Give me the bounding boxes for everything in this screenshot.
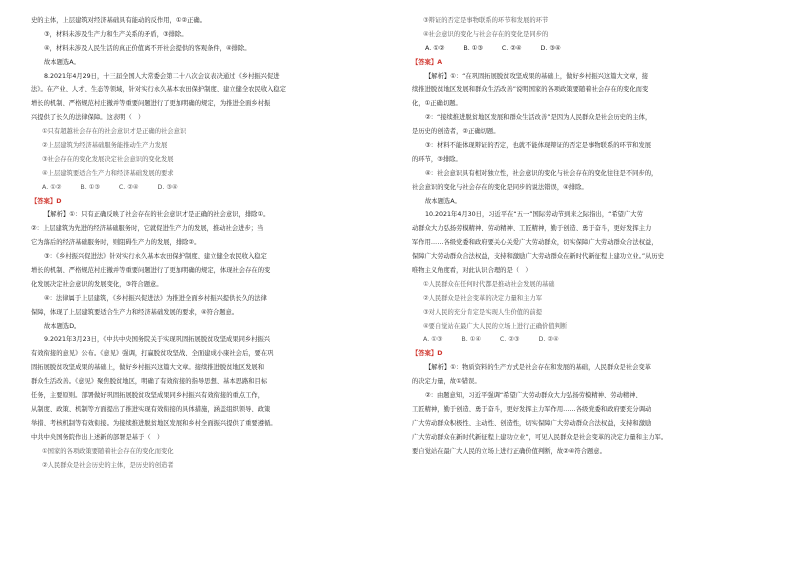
text-line: 【解析】①：只有正确反映了社会存在的社会意识才是正确的社会意识，排除①。: [44, 211, 270, 219]
option-line: ①只有超越社会存在的社会意识才是正确的社会意识: [42, 128, 187, 136]
text-line: 的决定力量，故①错误。: [412, 378, 481, 386]
option-line: A. ①② B. ①③ C. ②④ D. ③④: [42, 183, 178, 191]
text-line: ③，材料未涉及生产力和生产关系的矛盾，③排除。: [44, 30, 188, 38]
left-column: [31, 14, 383, 472]
text-line: 军作用……各级党委和政府要关心关爱广大劳动群众，切实保障广大劳动群众合法权益，: [412, 239, 658, 247]
text-line: 化发展决定社会意识的发展变化，③符合题意。: [31, 280, 163, 288]
text-line: 保障，体现了上层建筑要适合生产力和经济基础发展的要求，④符合题意。: [31, 308, 239, 316]
text-line: 从制度、政策、机制等方面提出了推进实现有效衔接的具体措施，涵盖组织领导、政策: [31, 405, 271, 413]
text-line: ③：材料不能体现辩证的否定，也就不能体现辩证的否定是事物联系的环节和发展: [425, 142, 652, 150]
text-line: 它为落后的经济基础服务时，则阻碍生产力的发展，排除②。: [31, 239, 201, 247]
text-line: 要自觉站在最广大人民的立场上进行正确价值判断，故②④符合题意。: [412, 447, 606, 455]
option-line: ②人民群众是社会变革的决定力量和主力军: [423, 294, 542, 302]
text-line: 保障广大劳动群众合法权益，支持和激励广大劳动群众在新时代新征程上建功立业。”从历史: [412, 253, 664, 261]
text-line: 故本题选D。: [44, 322, 81, 330]
option-line: ③对人民的充分肯定是实现人生价值的前提: [423, 308, 542, 316]
text-line: 固拓展脱贫攻坚成果的基础上，做好乡村振兴这篇大文章。接续推进脱贫地区发展和: [31, 364, 264, 372]
text-line: 9.2021年3月23日，《中共中央国务院关于实现巩固拓展脱贫攻坚成果同乡村振兴: [44, 336, 271, 344]
text-line: 【解析】①：物质资料的生产方式是社会存在和发展的基础，人民群众是社会变革: [425, 364, 652, 372]
text-line: 化，①正确切题。: [412, 100, 462, 108]
option-line: ③社会存在的变化发展决定社会意识的变化发展: [42, 155, 174, 163]
text-line: 是历史的创造者，②正确切题。: [412, 128, 500, 136]
text-line: 动群众大力弘扬劳模精神、劳动精神、工匠精神，勤于创造、勇于奋斗，更好发挥主力: [412, 225, 652, 233]
text-line: 【解析】①：“在巩固拓展脱贫攻坚成果的基础上，做好乡村振兴这篇大文章，接: [425, 72, 649, 80]
text-line: 增长的机制、严格规范村庄撤并等重要问题进行了更加明确的规定，体现社会存在的变: [31, 267, 271, 275]
text-line: 群众生活改善。《意见》聚焦脱贫地区，明确了有效衔接的指导思想、基本思路和目标: [31, 378, 268, 386]
option-line: ②上层建筑为经济基础服务能推动生产力发展: [42, 142, 168, 150]
text-line: ④，材料未涉及人民生活的真正价值离不开社会提供的客观条件，④排除。: [44, 44, 251, 52]
text-line: A. ①② B. ①③ C. ②④ D. ③④: [425, 44, 561, 52]
text-line: 续推进脱贫地区发展和群众生活改善”说明国家的各项政策要随着社会存在的变化而变: [412, 86, 649, 94]
text-line: ②：“接续推进脱贫地区发展和群众生活改善”是因为人民群众是社会历史的主体，: [425, 114, 652, 122]
text-line: ②：上层建筑为先进的经济基础服务时，它就促进生产力的发展，推动社会进步；当: [31, 225, 264, 233]
text-line: 故本题选A。: [44, 58, 80, 66]
answer-line: 【答案】A: [412, 58, 443, 66]
text-line: 增长的机制、严格规范村庄撤并等重要问题进行了更加明确的规定，为推进全面乡村振: [31, 100, 271, 108]
option-line: ②人民群众是社会历史的主体，是历史的创造者: [42, 461, 174, 469]
text-line: ④：法律属于上层建筑，《乡村振兴促进法》为推进全面乡村振兴提供长久的法律: [44, 294, 267, 302]
answer-line: 【答案】D: [412, 350, 443, 358]
text-line: 举措、考核机制等有效衔接。为接续推进脱贫地区发展和乡村全面振兴提供了重要遵循。: [31, 419, 277, 427]
text-line: 的环节，③排除。: [412, 155, 462, 163]
text-line: 兴提供了长久的法律保障。这表明（ ）: [31, 114, 145, 122]
right-column: [412, 14, 766, 459]
text-line: 广大劳动群众在新时代新征程上建功立业”，可见人民群众是社会变革的决定力量和主力军。: [412, 433, 668, 441]
text-line: 史的主体，上层建筑对经济基础具有能动的反作用，①②正确。: [31, 17, 207, 24]
text-line: 10.2021年4月30日，习近平在“五一”国际劳动节到来之际指出，“希望广大劳: [425, 211, 643, 219]
text-line: 中共中央国务院作出上述新的部署是基于（ ）: [31, 433, 164, 441]
answer-line: 【答案】D: [31, 197, 62, 205]
option-line: ④要自觉站在最广大人民的立场上进行正确价值判断: [423, 322, 568, 330]
option-line: A. ①③ B. ①④ C. ②③ D. ②④: [423, 336, 559, 344]
option-line: ①国家的各项政策要随着社会存在的变化而变化: [42, 447, 174, 455]
text-line: 有效衔接的意见》公布。《意见》强调，打赢脱贫攻坚战、全面建成小康社会后，要在巩: [31, 350, 274, 358]
option-line: ④上层建筑要适合生产力和经济基础发展的要求: [42, 169, 174, 177]
text-line: 广大劳动群众积极性、主动性、创造性，切实保障广大劳动群众合法权益，支持和激励: [412, 419, 652, 427]
option-line: ③辩证的否定是事物联系的环节和发展的环节: [423, 17, 549, 24]
text-line: 工匠精神，勤于创造、勇于奋斗，更好发挥主力军作用……各级党委和政府要充分调动: [412, 405, 652, 413]
text-line: ②：由题意知，习近平强调“希望广大劳动群众大力弘扬劳模精神、劳动精神、: [425, 392, 642, 400]
text-line: ③：《乡村振兴促进法》针对实行永久基本农田保护制度、建立健全农民收入稳定: [44, 253, 267, 261]
text-line: 故本题选A。: [425, 197, 461, 205]
text-line: 法》。在产业、人才、生态等领域，针对实行永久基本农田保护制度、建立健全农民收入稳定: [31, 86, 287, 94]
text-line: 任务，主要原则。部署做好巩固拓展脱贫攻坚成果同乡村振兴有效衔接的重点工作，: [31, 392, 264, 400]
text-line: 8.2021年4月29日，十三届全国人大常委会第二十八次会议表决通过《乡村振兴促进: [44, 72, 280, 80]
text-line: ④：社会意识具有相对独立性，社会意识的变化与社会存在的变化往往是不同步的，: [425, 169, 658, 177]
text-line: 唯物主义角度看，对此认识合理的是（ ）: [412, 267, 532, 275]
option-line: ④社会意识的变化与社会存在的变化是同步的: [423, 30, 549, 38]
text-line: 社会意识的变化与社会存在的变化是同步的说法错误，④排除。: [412, 183, 588, 191]
option-line: ①人民群众在任何时代都是推动社会发展的基础: [423, 280, 555, 288]
